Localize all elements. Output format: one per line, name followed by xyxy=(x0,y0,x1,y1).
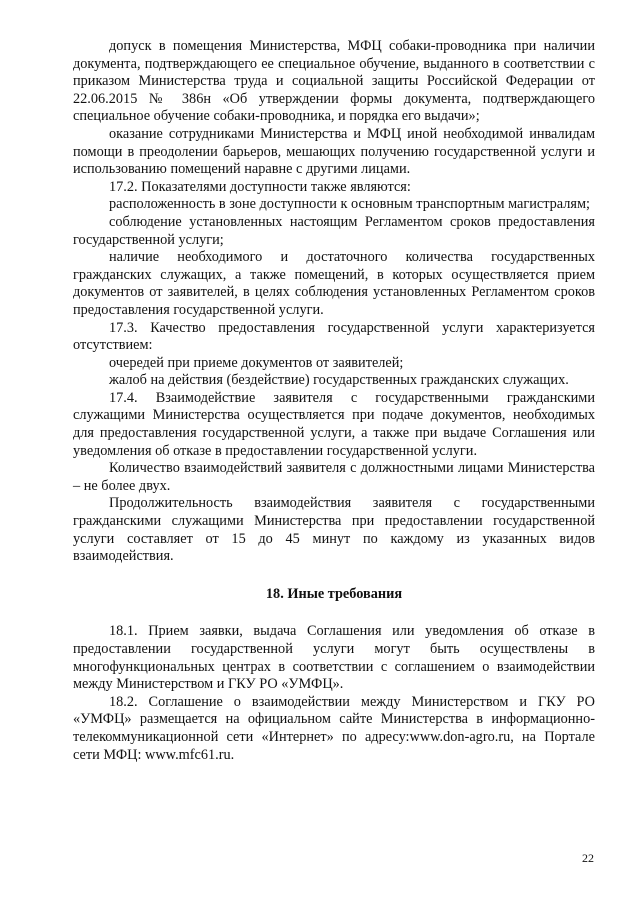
paragraph-17-4: 17.4. Взаимодействие заявителя с государственными гражданскими служащими Министерства осуществляется при подаче документов, необходимых для предоставления государственной услуги, а также при выдаче Соглашения или уведомления об отказе в предоставлении государственной услуги. xyxy=(73,389,595,459)
paragraph-no-complaints: жалоб на действия (бездействие) государственных гражданских служащих. xyxy=(109,372,569,389)
paragraph-staff-count: наличие необходимого и достаточного количества государственных гражданских служащих, а также помещений, в которых осуществляется прием документов от заявителей, в целях соблюдения установленных Регламентом сроков предоставления государственной услуги. xyxy=(73,249,595,318)
paragraph-no-queues: очередей при приеме документов от заявителей; xyxy=(109,354,404,371)
page-body xyxy=(73,38,595,764)
paragraph-18-1: 18.1. Прием заявки, выдача Соглашения или уведомления об отказе в предоставлении государственной услуги могут быть осуществлены в многофункциональных центрах в соответствии с соглашением о взаимодействии между Министерством и ГКУ РО «УМФЦ». xyxy=(73,623,595,693)
paragraph-staff-assistance: оказание сотрудниками Министерства и МФЦ иной необходимой инвалидам помощи в преодолении барьеров, мешающих получению государственной услуги и использованию помещений наравне с другими лицами. xyxy=(73,125,595,178)
paragraph-deadlines: соблюдение установленных настоящим Регламентом сроков предоставления государственной услуги; xyxy=(73,213,595,248)
paragraph-17-3: 17.3. Качество предоставления государственной услуги характеризуется отсутствием: xyxy=(73,319,595,354)
paragraph-transport-access: расположенность в зоне доступности к основным транспортным магистралям; xyxy=(109,196,590,213)
paragraph-17-2: 17.2. Показателями доступности также являются: xyxy=(109,178,411,195)
paragraph-interaction-count: Количество взаимодействий заявителя с должностными лицами Министерства – не более двух. xyxy=(73,460,595,494)
section-heading: 18. Иные требования xyxy=(265,585,403,602)
paragraph-18-2: 18.2. Соглашение о взаимодействии между Министерством и ГКУ РО «УМФЦ» размещается на официальном сайте Министерства в информационно-телекоммуникационной сети «Интернет» по адресу:www.don-agro.ru, на Портале сети МФЦ: www.mfc61.ru. xyxy=(73,693,595,763)
page-number: 22 xyxy=(582,851,594,865)
paragraph-guide-dog-access: допуск в помещения Министерства, МФЦ собаки-проводника при наличии документа, подтверждающего ее специальное обучение, выданного в соответствии с приказом Министерства труда и социальной защиты Российской Федерации от 22.06.2015 № 386н «Об утверждении формы документа, подтверждающего специальное обучение собаки-проводника, и порядка его выдачи»; xyxy=(73,38,595,125)
paragraph-interaction-duration: Продолжительность взаимодействия заявителя с государственными гражданскими служащими Министерства при предоставлении государственной услуги составляет от 15 до 45 минут по каждому из указанных видов взаимодействия. xyxy=(73,495,595,565)
